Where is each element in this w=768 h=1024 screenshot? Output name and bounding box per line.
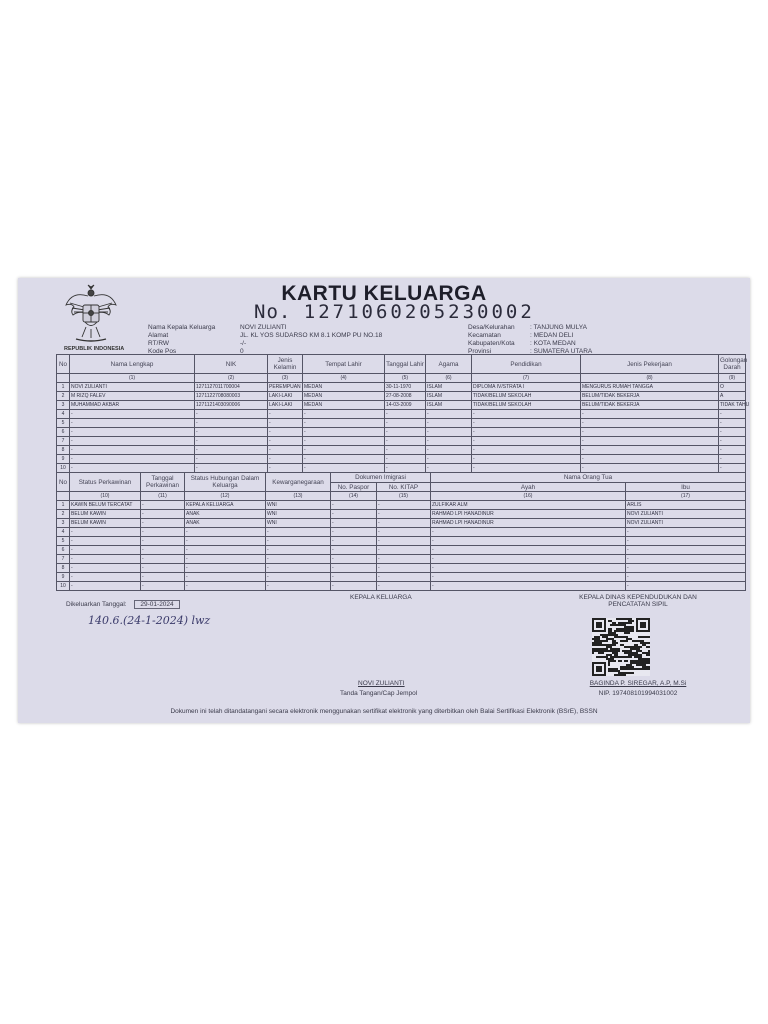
table-row xyxy=(57,546,746,555)
table-cell: - xyxy=(377,564,431,573)
table-cell: - xyxy=(385,419,426,428)
table-cell: - xyxy=(377,582,431,591)
table-cell: (11) xyxy=(141,492,185,501)
family-members-table xyxy=(56,354,750,473)
table-cell: (17) xyxy=(626,492,746,501)
table-cell: 5 xyxy=(57,419,70,428)
header-label: Provinsi xyxy=(468,348,492,355)
table-row xyxy=(57,519,746,528)
table-cell: - xyxy=(331,528,377,537)
table-cell: - xyxy=(266,582,331,591)
table-cell: - xyxy=(377,528,431,537)
col-header: Golongan Darah xyxy=(719,355,746,374)
table-cell: - xyxy=(185,555,266,564)
table-cell: - xyxy=(266,573,331,582)
table-cell: - xyxy=(195,428,268,437)
table-cell: - xyxy=(303,419,385,428)
table-cell: - xyxy=(303,464,385,473)
issued-date-value: 29-01-2024 xyxy=(134,600,179,609)
table-cell: - xyxy=(141,510,185,519)
table-cell: 4 xyxy=(57,410,70,419)
header-left-values xyxy=(240,324,382,356)
col-header: No. Paspor xyxy=(331,483,377,492)
table-cell: KEPALA KELUARGA xyxy=(185,501,266,510)
table-cell: - xyxy=(385,464,426,473)
column-number-row xyxy=(57,374,746,383)
col-header: No xyxy=(57,355,70,374)
table-cell: - xyxy=(385,455,426,464)
table-cell: - xyxy=(626,573,746,582)
table-cell: 1 xyxy=(57,501,70,510)
table-cell: - xyxy=(377,573,431,582)
table-cell: MUHAMMAD AKBAR xyxy=(70,401,195,410)
table-cell: BELUM/TIDAK BEKERJA xyxy=(581,401,719,410)
table-cell: - xyxy=(719,455,746,464)
table-cell: 27-08-2008 xyxy=(385,392,426,401)
header-left-labels xyxy=(148,324,215,356)
table-cell: - xyxy=(331,564,377,573)
table-cell: 9 xyxy=(57,455,70,464)
head-of-family-name: NOVI ZULIANTI xyxy=(358,680,405,687)
table-cell: (9) xyxy=(719,374,746,383)
table-cell: - xyxy=(268,437,303,446)
table-cell: (12) xyxy=(185,492,266,501)
table-cell: 3 xyxy=(57,401,70,410)
table-cell: - xyxy=(141,573,185,582)
table-cell: - xyxy=(266,546,331,555)
table-cell: LAKI-LAKI xyxy=(268,392,303,401)
kk-number xyxy=(254,301,535,323)
table-cell: - xyxy=(70,428,195,437)
table-cell: PEREMPUAN xyxy=(269,384,301,390)
table-cell: - xyxy=(185,573,266,582)
table-cell: - xyxy=(581,428,719,437)
handwritten-note: 140.6.(24-1-2024) lwz xyxy=(88,614,211,627)
table-cell: - xyxy=(268,464,303,473)
col-header: Tempat Lahir xyxy=(303,355,385,374)
table-cell: - xyxy=(426,428,472,437)
table-cell: MEDAN xyxy=(303,392,385,401)
table-cell: TIDAK TAHU xyxy=(720,402,750,408)
table-cell: 1271121403090006 xyxy=(195,401,268,410)
postal-code-value: 0 xyxy=(240,348,244,355)
table-cell: - xyxy=(141,546,185,555)
table-cell: - xyxy=(268,455,303,464)
table-cell: 1271127011700004 xyxy=(195,383,268,392)
table-cell: - xyxy=(377,510,431,519)
table-cell: - xyxy=(70,464,195,473)
table-cell: 14-03-2009 xyxy=(385,401,426,410)
table-cell: - xyxy=(195,446,268,455)
header-label: RT/RW xyxy=(148,340,170,347)
table-cell: - xyxy=(268,410,303,419)
col-header: Nama Orang Tua xyxy=(431,473,746,483)
table-cell: - xyxy=(141,537,185,546)
official-title-line2: PENCATATAN SIPIL xyxy=(608,601,668,608)
col-header: Nama Lengkap xyxy=(70,355,195,374)
col-header: Ibu xyxy=(626,483,746,492)
table-row xyxy=(57,528,746,537)
table-cell: - xyxy=(581,464,719,473)
col-header: Dokumen Imigrasi xyxy=(331,473,431,483)
district-value: : MEDAN DELI xyxy=(530,332,574,339)
table-row xyxy=(57,455,746,464)
table-cell: MENGURUS RUMAH TANGGA xyxy=(581,383,719,392)
table-cell: - xyxy=(581,455,719,464)
table-cell: - xyxy=(331,573,377,582)
table-cell: - xyxy=(377,519,431,528)
col-header: Status Perkawinan xyxy=(70,473,141,492)
table-cell: - xyxy=(266,537,331,546)
table-cell: - xyxy=(626,555,746,564)
table-cell: LAKI-LAKI xyxy=(268,401,303,410)
table-cell: WNI xyxy=(266,501,331,510)
table-cell: - xyxy=(70,446,195,455)
table-cell: - xyxy=(141,582,185,591)
table-row xyxy=(57,383,746,392)
header-right-values xyxy=(530,324,592,356)
table-row xyxy=(57,564,746,573)
table-cell: - xyxy=(472,419,581,428)
table-cell: - xyxy=(626,528,746,537)
table-cell: - xyxy=(581,446,719,455)
table-cell: - xyxy=(426,455,472,464)
table-cell: - xyxy=(472,428,581,437)
family-status-table xyxy=(56,472,746,591)
table-cell: BELUM KAWIN xyxy=(70,519,141,528)
table-cell: - xyxy=(185,546,266,555)
table-row xyxy=(57,510,746,519)
table-cell: - xyxy=(719,428,746,437)
table-header-row xyxy=(57,473,746,483)
table-cell: - xyxy=(719,464,746,473)
col-header: No xyxy=(57,473,70,492)
table-cell: (2) xyxy=(195,374,268,383)
table-cell: - xyxy=(70,537,141,546)
table-cell: (1) xyxy=(70,374,195,383)
table-cell: - xyxy=(377,555,431,564)
official-title-line1: KEPALA DINAS KEPENDUDUKAN DAN xyxy=(579,594,697,601)
table-cell: (15) xyxy=(377,492,431,501)
table-cell: - xyxy=(141,519,185,528)
table-cell: NOVI ZULIANTI xyxy=(70,383,195,392)
table-cell: BELUM/TIDAK BEKERJA xyxy=(581,392,719,401)
family-card-document xyxy=(18,278,750,723)
table-cell: - xyxy=(426,437,472,446)
table-cell: ZULFIKAR ALM xyxy=(431,501,626,510)
qr-code-icon xyxy=(592,618,650,676)
table-cell: - xyxy=(185,582,266,591)
table-cell: - xyxy=(377,501,431,510)
issued-date-label: Dikeluarkan Tanggal: xyxy=(66,601,127,608)
signature-caption: Tanda Tangan/Cap Jempol xyxy=(340,690,418,697)
table-cell: - xyxy=(268,419,303,428)
table-row xyxy=(57,582,746,591)
table-cell: NOVI ZULIANTI xyxy=(626,510,746,519)
official-nip: NIP. 197408101994031002 xyxy=(598,690,678,697)
col-header: Tanggal Lahir xyxy=(385,355,426,374)
table-cell: - xyxy=(141,555,185,564)
table-cell: - xyxy=(70,437,195,446)
table-cell: ANAK xyxy=(185,510,266,519)
table-cell: - xyxy=(426,446,472,455)
table-cell: RAHMAD LPI HANADINUR xyxy=(431,519,626,528)
table-cell: WNI xyxy=(266,519,331,528)
table-cell: O xyxy=(719,383,746,392)
table-cell: 9 xyxy=(57,573,70,582)
table-cell: NOVI ZULIANTI xyxy=(626,519,746,528)
table-cell: (3) xyxy=(268,374,303,383)
table-cell: (13) xyxy=(266,492,331,501)
table-cell: - xyxy=(266,564,331,573)
table-cell: - xyxy=(472,455,581,464)
table-cell: - xyxy=(303,437,385,446)
table-cell: - xyxy=(195,455,268,464)
table-cell: - xyxy=(268,428,303,437)
country-label: REPUBLIK INDONESIA xyxy=(64,346,125,352)
table-cell: - xyxy=(626,546,746,555)
table-cell: 7 xyxy=(57,437,70,446)
table-cell: (14) xyxy=(331,492,377,501)
table-cell: - xyxy=(331,546,377,555)
table-cell: - xyxy=(426,464,472,473)
table-cell: - xyxy=(303,428,385,437)
table-cell: - xyxy=(141,501,185,510)
table-cell: - xyxy=(431,528,626,537)
table-cell: - xyxy=(70,546,141,555)
table-cell: - xyxy=(70,573,141,582)
table-cell: - xyxy=(385,428,426,437)
header-label: Kecamatan xyxy=(468,332,501,339)
col-header: Tanggal Perkawinan xyxy=(141,473,185,492)
table-cell: - xyxy=(185,537,266,546)
table-cell: (7) xyxy=(472,374,581,383)
table-cell: 3 xyxy=(57,519,70,528)
table-cell: 8 xyxy=(57,446,70,455)
table-cell: - xyxy=(331,582,377,591)
table-cell xyxy=(57,492,70,501)
table-cell: - xyxy=(581,437,719,446)
col-header: Agama xyxy=(426,355,472,374)
table-cell: - xyxy=(70,528,141,537)
table-cell: A xyxy=(719,392,746,401)
table-row xyxy=(57,573,746,582)
table-cell: - xyxy=(266,555,331,564)
table-cell: BELUM KAWIN xyxy=(70,510,141,519)
table-row xyxy=(57,428,746,437)
table-cell: - xyxy=(331,519,377,528)
table-cell: - xyxy=(70,564,141,573)
table-cell: - xyxy=(472,446,581,455)
table-cell: - xyxy=(377,537,431,546)
table-cell: - xyxy=(626,564,746,573)
table-cell: 5 xyxy=(57,537,70,546)
address-value: JL. KL YOS SUDARSO KM 8.1 KOMP PU NO.18 xyxy=(240,332,383,339)
table-cell: RAHMAD LPI HANADINUR xyxy=(431,510,626,519)
header-label: Kode Pos xyxy=(148,348,177,355)
table-cell: ISLAM xyxy=(426,401,472,410)
table-row xyxy=(57,410,746,419)
head-of-family-value: NOVI ZULIANTI xyxy=(240,324,287,331)
table-cell: - xyxy=(303,455,385,464)
table-cell: (16) xyxy=(431,492,626,501)
table-cell: ISLAM xyxy=(426,392,472,401)
table-cell: 10 xyxy=(57,582,70,591)
table-cell: - xyxy=(303,446,385,455)
table-cell: 6 xyxy=(57,428,70,437)
table-row xyxy=(57,446,746,455)
table-row xyxy=(57,501,746,510)
col-header: No. KITAP xyxy=(377,483,431,492)
table-cell: - xyxy=(426,419,472,428)
table-cell: - xyxy=(70,419,195,428)
table-cell: 8 xyxy=(57,564,70,573)
col-header: Status Hubungan Dalam Keluarga xyxy=(185,473,266,492)
table-row xyxy=(57,555,746,564)
table-cell: - xyxy=(195,464,268,473)
col-header: Jenis Pekerjaan xyxy=(581,355,719,374)
table-cell: - xyxy=(719,419,746,428)
table-cell: - xyxy=(431,564,626,573)
table-cell: 30-11-1970 xyxy=(385,383,426,392)
table-cell: (5) xyxy=(385,374,426,383)
table-cell: - xyxy=(431,537,626,546)
table-cell: - xyxy=(377,546,431,555)
col-header: Ayah xyxy=(431,483,626,492)
document-title: KARTU KELUARGA xyxy=(281,282,487,305)
col-header: Kewarganegaraan xyxy=(266,473,331,492)
table-cell xyxy=(57,374,70,383)
table-cell: 10 xyxy=(57,464,70,473)
province-value: : SUMATERA UTARA xyxy=(530,348,593,355)
table-cell: 7 xyxy=(57,555,70,564)
table-cell: - xyxy=(626,537,746,546)
table-row xyxy=(57,392,746,401)
header-label: Nama Kepala Keluarga xyxy=(148,324,216,331)
col-header: NIK xyxy=(195,355,268,374)
e-signature-disclaimer: Dokumen ini telah ditandatangani secara elektronik menggunakan sertifikat elektronik yang diterbitkan oleh Balai Sertifikasi Elektronik (BSrE), BSSN xyxy=(170,708,598,715)
table-row xyxy=(57,537,746,546)
village-value: : TANJUNG MULYA xyxy=(530,324,587,331)
table-cell: - xyxy=(719,446,746,455)
table-cell: - xyxy=(431,582,626,591)
head-of-family-title: KEPALA KELUARGA xyxy=(350,594,412,601)
table-cell: ANAK xyxy=(185,519,266,528)
table-cell: - xyxy=(70,455,195,464)
table-cell: 2 xyxy=(57,392,70,401)
issued-date-row xyxy=(66,601,180,608)
table-cell: (8) xyxy=(581,374,719,383)
table-header-row xyxy=(57,355,746,374)
header-label: Alamat xyxy=(148,332,169,339)
table-cell: 1271122708080003 xyxy=(195,392,268,401)
table-row xyxy=(57,401,746,410)
table-cell: - xyxy=(70,582,141,591)
table-cell: 6 xyxy=(57,546,70,555)
table-cell: - xyxy=(431,573,626,582)
table-cell: - xyxy=(385,437,426,446)
table-cell: - xyxy=(719,410,746,419)
table-cell: TIDAK/BELUM SEKOLAH xyxy=(472,401,581,410)
table-cell: (10) xyxy=(70,492,141,501)
table-cell: - xyxy=(385,410,426,419)
table-cell: DIPLOMA IV/STRATA I xyxy=(472,383,581,392)
header-label: Desa/Kelurahan xyxy=(468,324,515,331)
table-cell: - xyxy=(141,564,185,573)
table-cell: - xyxy=(303,410,385,419)
table-cell: - xyxy=(431,546,626,555)
table-cell: 4 xyxy=(57,528,70,537)
table-cell: ISLAM xyxy=(426,383,472,392)
table-cell: - xyxy=(719,437,746,446)
table-cell: - xyxy=(331,510,377,519)
table-cell: KAWIN BELUM TERCATAT xyxy=(70,501,141,510)
table-cell: - xyxy=(195,419,268,428)
table-cell: - xyxy=(195,410,268,419)
table-cell: - xyxy=(331,501,377,510)
official-title xyxy=(548,594,728,608)
table-cell: - xyxy=(185,528,266,537)
table-cell: - xyxy=(185,564,266,573)
table-cell: - xyxy=(426,410,472,419)
table-cell: - xyxy=(472,437,581,446)
table-cell: - xyxy=(70,410,195,419)
table-cell: - xyxy=(472,410,581,419)
col-header: Pendidikan xyxy=(472,355,581,374)
table-cell: TIDAK/BELUM SEKOLAH xyxy=(472,392,581,401)
table-cell: - xyxy=(626,582,746,591)
table-cell: MEDAN xyxy=(303,401,385,410)
city-value: : KOTA MEDAN xyxy=(530,340,576,347)
col-header: Jenis Kelamin xyxy=(268,355,303,374)
table-cell: - xyxy=(472,464,581,473)
header-right-labels xyxy=(468,324,515,356)
table-cell: MEDAN xyxy=(303,383,385,392)
table-cell: - xyxy=(331,537,377,546)
kk-number-label: No. xyxy=(254,301,292,323)
table-cell: - xyxy=(266,528,331,537)
table-cell: WNI xyxy=(266,510,331,519)
table-cell: - xyxy=(331,555,377,564)
table-cell: - xyxy=(70,555,141,564)
column-number-row xyxy=(57,492,746,501)
table-cell: (4) xyxy=(303,374,385,383)
table-cell: - xyxy=(581,419,719,428)
table-row xyxy=(57,437,746,446)
rt-rw-value: -/- xyxy=(240,340,247,347)
table-row xyxy=(57,419,746,428)
kk-number-value: 1271060205230002 xyxy=(303,301,535,323)
table-cell: (6) xyxy=(426,374,472,383)
table-cell: 2 xyxy=(57,510,70,519)
table-cell: - xyxy=(195,437,268,446)
table-cell: - xyxy=(141,528,185,537)
table-cell: - xyxy=(268,446,303,455)
table-cell: - xyxy=(581,410,719,419)
table-cell: - xyxy=(431,555,626,564)
official-name: BAGINDA P. SIREGAR, A.P, M.Si xyxy=(589,680,687,687)
table-cell: M RIZQ FALEV xyxy=(70,392,195,401)
table-cell: ARLIS xyxy=(626,501,746,510)
table-cell: - xyxy=(385,446,426,455)
header-label: Kabupaten/Kota xyxy=(468,340,515,347)
table-cell: 1 xyxy=(57,383,70,392)
